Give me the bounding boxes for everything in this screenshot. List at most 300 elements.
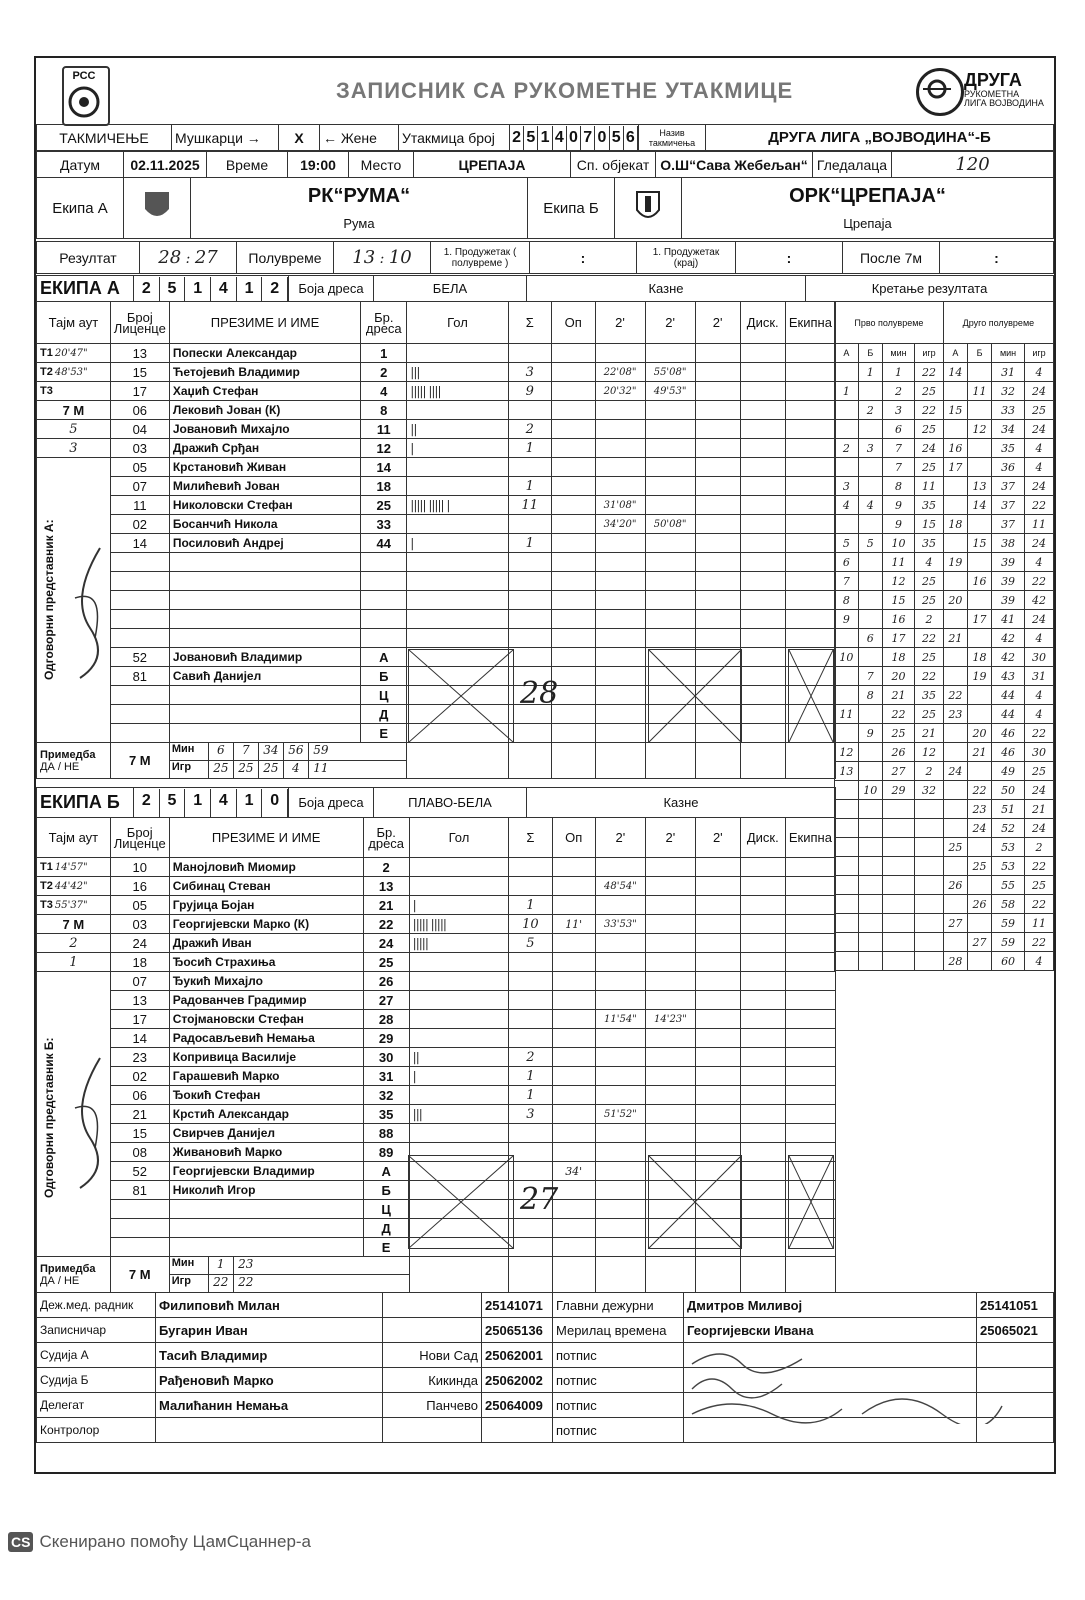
empty-cell (595, 572, 645, 591)
staff-city (383, 1318, 482, 1343)
player-disq (740, 382, 785, 401)
progress-first-cell (882, 876, 915, 895)
official-penalty-cell (595, 1219, 645, 1238)
progress-second-cell: 21 (967, 743, 991, 762)
staff-name (156, 1418, 383, 1443)
official-license (110, 724, 169, 743)
empty-cell (508, 553, 551, 572)
progress-row (835, 800, 1054, 819)
progress-second-cell: 55 (992, 876, 1025, 895)
seven-m-igr: 25 (208, 761, 233, 778)
player-disq (740, 344, 785, 363)
player-disq (740, 477, 785, 496)
referee-signatures (682, 1344, 1012, 1424)
player-name: Радованчев Градимир (169, 991, 363, 1010)
player-name: Ђокић Стефан (169, 1086, 363, 1105)
progress-second-cell: 18 (967, 648, 991, 667)
match-number-digit: 0 (595, 126, 609, 150)
progress-second-cell: 52 (992, 819, 1025, 838)
team-b-total: 27 (520, 1182, 559, 1217)
progress-first-cell (835, 876, 859, 895)
table-row (37, 629, 836, 648)
player-goals-tally (409, 858, 509, 877)
progress-second-cell: 22 (1025, 496, 1054, 515)
ball-icon (64, 82, 104, 122)
empty-cell (595, 610, 645, 629)
player-goals-tally (409, 1086, 509, 1105)
empty-cell (508, 629, 551, 648)
player-2min-1 (595, 1143, 645, 1162)
official-license (110, 686, 169, 705)
player-2min-1 (595, 953, 645, 972)
team-b-rep-signature (60, 1048, 120, 1198)
progress-first-cell (915, 857, 944, 876)
team-b-code-digit: 2 (134, 789, 160, 817)
player-disq (740, 1029, 785, 1048)
table-row (37, 534, 836, 553)
empty-cell (740, 553, 785, 572)
player-number: 8 (361, 401, 407, 420)
player-team-penalty (785, 420, 835, 439)
progress-row (835, 363, 1054, 382)
player-warning (552, 1029, 595, 1048)
table-row (37, 496, 836, 515)
progress-first-cell: 3 (858, 439, 882, 458)
team-b-representative-label: Одговорни представник Б: (42, 1037, 56, 1198)
progress-second-cell: 39 (992, 591, 1025, 610)
progress-second-cell: 22 (1025, 857, 1054, 876)
progress-first-cell: 26 (882, 743, 915, 762)
player-number: 33 (361, 515, 407, 534)
team-b-goals-crossed-box (408, 1155, 514, 1249)
player-2min-3 (695, 972, 740, 991)
rep-cell (37, 724, 111, 743)
team-a-code-digit: 2 (262, 277, 288, 301)
empty-cell (407, 629, 508, 648)
progress-row (835, 781, 1054, 800)
progress-first-cell: 16 (882, 610, 915, 629)
progress-row (835, 933, 1054, 952)
empty-cell (169, 610, 360, 629)
player-team-penalty (785, 896, 835, 915)
table-row (37, 401, 836, 420)
empty-cell (552, 629, 596, 648)
progress-first-cell (858, 838, 882, 857)
player-2min-2 (645, 858, 695, 877)
player-goal-sum: 2 (508, 420, 551, 439)
rep-cell (37, 972, 111, 991)
place-label: Место (349, 152, 414, 178)
progress-first-cell: 9 (882, 515, 915, 534)
empty-cell (407, 591, 508, 610)
team-a-disq-crossed-box (788, 649, 834, 743)
progress-row (835, 857, 1054, 876)
progress-row (835, 439, 1054, 458)
player-2min-3 (695, 458, 740, 477)
progress-row (835, 686, 1054, 705)
player-team-penalty (785, 1105, 835, 1124)
empty-cell (508, 743, 551, 779)
player-team-penalty (785, 1010, 835, 1029)
official-letter: Д (361, 705, 407, 724)
player-2min-1 (595, 458, 645, 477)
progress-second-cell: 53 (992, 857, 1025, 876)
player-disq (740, 420, 785, 439)
player-goal-sum: 2 (509, 1048, 552, 1067)
col-warning: Оп (552, 302, 596, 344)
official-warning (552, 724, 596, 743)
league-logo-title: ДРУГА (964, 70, 1022, 90)
progress-second-cell (943, 933, 967, 952)
table-row (37, 972, 836, 991)
official-license (110, 1238, 169, 1257)
official-penalty-cell (595, 686, 645, 705)
progress-first-cell: 32 (915, 781, 944, 800)
staff-city: Нови Сад (383, 1343, 482, 1368)
progress-second-cell: 37 (992, 515, 1025, 534)
timeout-cell (37, 896, 111, 915)
player-goals-tally (409, 972, 509, 991)
progress-first-cell: 25 (915, 648, 944, 667)
progress-first-cell (858, 743, 882, 762)
player-2min-1: 20'32" (595, 382, 645, 401)
seven-m-table (169, 743, 406, 779)
progress-first-cell (858, 382, 882, 401)
player-name: Јовановић Михајло (169, 420, 360, 439)
rep-cell (37, 705, 111, 724)
col-2min-1: 2' (595, 818, 645, 858)
player-license: 18 (110, 953, 169, 972)
progress-second-cell: 42 (1025, 591, 1054, 610)
player-goal-sum: 1 (509, 1086, 552, 1105)
player-2min-1 (595, 439, 645, 458)
player-name: Босанчић Никола (169, 515, 360, 534)
progress-first-cell: 29 (882, 781, 915, 800)
progress-second-cell: 4 (1025, 705, 1054, 724)
official-license: 52 (110, 1162, 169, 1181)
empty-cell (645, 572, 695, 591)
seven-m-value: 3 (37, 439, 111, 458)
official-staff-row (37, 1318, 1054, 1343)
empty-cell (508, 591, 551, 610)
team-a-jersey: БЕЛА (374, 276, 527, 302)
progress-second-cell: 19 (943, 553, 967, 572)
progress-first-cell (835, 401, 859, 420)
player-license: 06 (110, 401, 169, 420)
col-name: ПРЕЗИМЕ И ИМЕ (169, 302, 360, 344)
timeout-value: 14'57" (54, 862, 88, 873)
progress-row (835, 724, 1054, 743)
progress-first-cell (835, 857, 859, 876)
empty-cell (740, 743, 785, 779)
player-license: 03 (110, 915, 169, 934)
progress-second-cell: 4 (1025, 686, 1054, 705)
player-warning (552, 439, 596, 458)
player-license: 06 (110, 1086, 169, 1105)
official-sum-cell (509, 1162, 552, 1181)
player-license: 04 (110, 420, 169, 439)
progress-first-cell (915, 819, 944, 838)
progress-first-cell: 22 (915, 363, 944, 382)
progress-first-cell (835, 724, 859, 743)
player-number: 27 (363, 991, 409, 1010)
progress-col-min: мин (992, 344, 1025, 363)
player-goal-sum: 9 (508, 382, 551, 401)
col-timeout: Тајм аут (37, 302, 111, 344)
progress-second-cell (967, 629, 991, 648)
table-row (37, 610, 836, 629)
player-disq (740, 896, 785, 915)
player-goals-tally: || (407, 420, 508, 439)
empty-cell (361, 591, 407, 610)
timeout-cell (37, 877, 111, 896)
date-label: Датум (37, 152, 124, 178)
progress-first-cell: 5 (858, 534, 882, 553)
player-license: 13 (110, 991, 169, 1010)
progress-first-cell (835, 458, 859, 477)
seven-m-table (169, 1257, 409, 1293)
player-number: 25 (361, 496, 407, 515)
match-number-digit: 6 (624, 126, 638, 150)
progress-second-cell: 4 (1025, 952, 1054, 971)
table-row (37, 477, 836, 496)
player-name: Лековић Јован (К) (169, 401, 360, 420)
staff-name: Бугарин Иван (156, 1318, 383, 1343)
date-value: 02.11.2025 (124, 152, 207, 178)
player-team-penalty (785, 496, 835, 515)
seven-m-min: 34 (258, 743, 283, 760)
player-2min-3 (695, 1067, 740, 1086)
player-goals-tally: ||| (409, 1105, 509, 1124)
empty-cell (695, 743, 740, 779)
progress-second-cell: 30 (1025, 743, 1054, 762)
player-warning (552, 477, 596, 496)
player-disq (740, 1048, 785, 1067)
seven-m-value: 5 (37, 420, 111, 439)
progress-second-cell: 24 (967, 819, 991, 838)
col-disqualification: Диск. (740, 818, 785, 858)
player-warning (552, 1124, 595, 1143)
player-name: Хаџић Стефан (169, 382, 360, 401)
player-goal-sum (509, 1010, 552, 1029)
progress-first-cell: 25 (915, 420, 944, 439)
player-goal-sum (508, 515, 551, 534)
player-name: Крстановић Живан (169, 458, 360, 477)
seven-m-row (37, 743, 836, 779)
progress-row (835, 553, 1054, 572)
progress-second-cell: 4 (1025, 458, 1054, 477)
document-title: ЗАПИСНИК СА РУКОМЕТНЕ УТАКМИЦЕ (336, 78, 794, 103)
progress-first-cell: 6 (835, 553, 859, 572)
player-2min-2 (645, 344, 695, 363)
progress-first-cell: 7 (835, 572, 859, 591)
progress-first-cell (915, 895, 944, 914)
player-2min-1: 31'08" (595, 496, 645, 515)
progress-first-cell: 21 (915, 724, 944, 743)
halftime-score-colon: : (379, 251, 385, 267)
progress-second-cell: 20 (967, 724, 991, 743)
player-goals-tally: ||||| |||| (407, 382, 508, 401)
progress-first-cell (858, 705, 882, 724)
player-2min-2 (645, 496, 695, 515)
progress-row (835, 534, 1054, 553)
match-number-digit: 1 (538, 126, 552, 150)
progress-second-cell (943, 477, 967, 496)
staff-name: Малићанин Немања (156, 1393, 383, 1418)
progress-first-cell: 1 (858, 363, 882, 382)
staff-name-2: Дмитров Миливој (684, 1293, 977, 1318)
progress-second-cell: 24 (1025, 610, 1054, 629)
staff-city: Кикинда (383, 1368, 482, 1393)
progress-second-cell: 37 (992, 496, 1025, 515)
team-a-code-digit: 5 (160, 277, 186, 301)
progress-second-cell: 16 (967, 572, 991, 591)
official-name: Савић Данијел (169, 667, 360, 686)
staff-role-2: потпис (553, 1368, 684, 1393)
team-a-name: РК“РУМА“ (307, 185, 411, 207)
player-2min-3 (695, 477, 740, 496)
player-name: Дражић Иван (169, 934, 363, 953)
player-goal-sum (508, 458, 551, 477)
timeout-label: Т2 (40, 366, 53, 378)
player-license: 07 (110, 972, 169, 991)
progress-row (835, 591, 1054, 610)
player-license: 15 (110, 1124, 169, 1143)
progress-first-cell (858, 420, 882, 439)
player-2min-1 (595, 401, 645, 420)
progress-second-cell: 33 (992, 401, 1025, 420)
rep-cell (37, 496, 111, 515)
team-a-representative-label: Одговорни представник А: (42, 519, 56, 680)
empty-cell (595, 743, 645, 779)
progress-first-cell: 8 (858, 686, 882, 705)
progress-second-cell: 24 (1025, 382, 1054, 401)
progress-second-cell: 58 (992, 895, 1025, 914)
table-row (37, 1086, 836, 1105)
player-warning (552, 1143, 595, 1162)
player-warning (552, 534, 596, 553)
official-name: Николић Игор (169, 1181, 363, 1200)
player-warning (552, 420, 596, 439)
progress-first-cell: 7 (882, 439, 915, 458)
official-license (110, 1219, 169, 1238)
timeout-value: 20'47" (54, 348, 88, 359)
progress-label: Кретање резултата (806, 276, 1054, 302)
empty-cell (785, 629, 835, 648)
progress-first-cell: 7 (858, 667, 882, 686)
player-license: 13 (110, 344, 169, 363)
player-team-penalty (785, 934, 835, 953)
player-number: 32 (363, 1086, 409, 1105)
staff-license-2: 25065021 (977, 1318, 1054, 1343)
player-license: 02 (110, 515, 169, 534)
progress-second-cell: 36 (992, 458, 1025, 477)
player-goal-sum (509, 972, 552, 991)
player-warning (552, 515, 596, 534)
official-license: 81 (110, 1181, 169, 1200)
empty-cell (169, 591, 360, 610)
progress-second-cell: 25 (1025, 401, 1054, 420)
progress-first-cell (858, 648, 882, 667)
player-number: 88 (363, 1124, 409, 1143)
official-sum-cell (508, 724, 551, 743)
women-label: ← Жене (320, 125, 399, 151)
player-license: 08 (110, 1143, 169, 1162)
player-goals-tally (407, 458, 508, 477)
empty-cell (361, 629, 407, 648)
seven-m-label: 7 М (37, 915, 111, 934)
player-goals-tally (409, 1124, 509, 1143)
official-penalty-cell (740, 1162, 785, 1181)
empty-cell (695, 610, 740, 629)
player-warning (552, 1105, 595, 1124)
team-b-code-digit: 0 (262, 789, 288, 817)
progress-first-cell: 22 (915, 629, 944, 648)
progress-second-cell (967, 762, 991, 781)
player-2min-2 (645, 1105, 695, 1124)
player-2min-2 (645, 439, 695, 458)
official-name (169, 686, 360, 705)
player-2min-1: 48'54" (595, 877, 645, 896)
progress-second-cell: 19 (967, 667, 991, 686)
empty-cell (552, 1257, 595, 1293)
player-number: 89 (363, 1143, 409, 1162)
progress-first-cell: 2 (915, 610, 944, 629)
progress-second-cell: 22 (1025, 724, 1054, 743)
player-2min-3 (695, 1124, 740, 1143)
competition-name: ДРУГА ЛИГА „ВОЈВОДИНА“-Б (706, 125, 1054, 151)
progress-second-cell: 59 (992, 933, 1025, 952)
player-license: 14 (110, 534, 169, 553)
progress-first-cell (858, 591, 882, 610)
result-label: Резултат (37, 242, 140, 274)
progress-first-cell (835, 667, 859, 686)
empty-cell (785, 743, 835, 779)
player-name: Николовски Стефан (169, 496, 360, 515)
progress-second-cell: 25 (1025, 762, 1054, 781)
player-number: 2 (363, 858, 409, 877)
seven-m-min: 7 (233, 743, 258, 760)
team-b-cell (682, 178, 1054, 239)
ot-half-score: : (530, 242, 637, 274)
official-penalty-cell (740, 1200, 785, 1219)
table-row (37, 1048, 836, 1067)
competition-table (36, 124, 1054, 151)
progress-second-cell: 30 (1025, 648, 1054, 667)
progress-second-cell: 24 (1025, 534, 1054, 553)
seven-m-igr: 11 (308, 761, 333, 778)
progress-first-cell: 2 (835, 439, 859, 458)
col-number: Бр. дреса (361, 302, 407, 344)
staff-role: Делегат (37, 1393, 156, 1418)
team-b-code-digit: 5 (160, 789, 186, 817)
player-team-penalty (785, 382, 835, 401)
player-warning (552, 1048, 595, 1067)
empty-cell (785, 591, 835, 610)
final-score-colon: : (185, 251, 191, 267)
empty-cell (552, 591, 596, 610)
halftime-score-a: 13 (352, 247, 376, 268)
progress-first-cell (858, 914, 882, 933)
player-2min-1: 51'52" (595, 1105, 645, 1124)
progress-first-cell: 27 (882, 762, 915, 781)
empty-cell (695, 1257, 740, 1293)
player-2min-1: 33'53" (595, 915, 645, 934)
official-letter: Д (363, 1219, 409, 1238)
player-name: Крстић Александар (169, 1105, 363, 1124)
team-a-crest-icon (124, 178, 191, 239)
player-license: 17 (110, 382, 169, 401)
